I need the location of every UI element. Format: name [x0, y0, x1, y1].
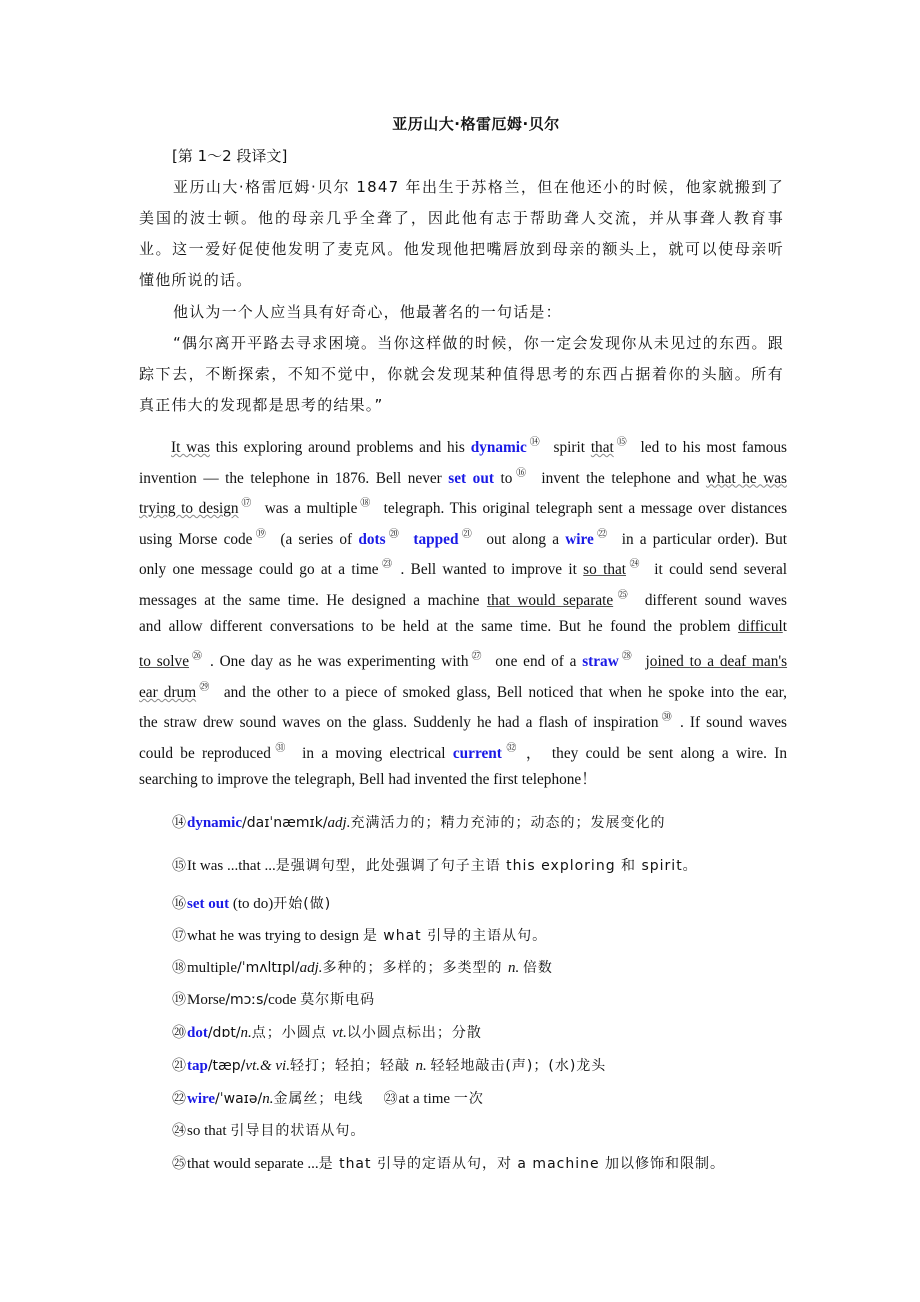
footnote-marker: ㉗ [469, 651, 484, 663]
text-run: to [493, 469, 513, 487]
highlighted-word: wire [565, 530, 594, 548]
text-run: using Morse code [139, 530, 253, 548]
footnote-marker: ⑳ [386, 528, 402, 540]
footnote-marker: ㉔ [627, 559, 642, 571]
highlighted-word: tapped [413, 530, 459, 548]
paragraph-line [139, 765, 787, 796]
note-16: ⑯set out (to do)开始(做) [172, 896, 332, 912]
note-24: ㉔so that 引导目的状语从句。 [172, 1123, 366, 1139]
text-run: invent the telephone and [534, 469, 706, 487]
text-run: it could send several [647, 561, 788, 579]
text-run: this exploring around problems and his [209, 439, 471, 456]
underlined-phrase: that [590, 439, 614, 456]
note-14: ⑭dynamic/daɪˈnæmɪk/adj.充满活力的；精力充沛的；动态的；发展变化的 [172, 815, 666, 831]
highlighted-word: dynamic [470, 439, 527, 456]
underlined-phrase: trying to design [139, 500, 239, 518]
footnote-marker: ㉚ [659, 712, 674, 724]
underlined-phrase: to solve [139, 653, 189, 671]
translation-paragraph-1: 亚历山大·格雷厄姆·贝尔 1847 年出生于苏格兰，但在他还小的时候，他家就搬到了美国的波士顿。他的母亲几乎全聋了，因此他有志于帮助聋人交流，并从事聋人教育事业。这一爱好促使他发明了麦克风。他发现他把嘴唇放到母亲的额头上，就可以使母亲听懂他所说的话。 [139, 178, 784, 289]
section-heading: [第 1～2 段译文] [172, 147, 288, 165]
paragraph-line [139, 734, 787, 765]
highlighted-word: current [452, 744, 502, 762]
paragraph-line [139, 428, 787, 459]
text-run: only one message could go at a time [139, 561, 379, 579]
text-run: (a series of [274, 530, 359, 548]
text-run: . Bell wanted to improve it [400, 561, 584, 579]
text-run: searching to improve the telegraph, Bell had invented the first telephone！ [139, 770, 597, 788]
footnote-marker: ㉛ [271, 742, 289, 754]
text-run: and the other to a piece of smoked glass, Bell noticed that when he spoke into the ear, [217, 683, 787, 701]
underlined-phrase: It was [171, 439, 210, 456]
footnote-marker: ⑭ [527, 437, 542, 448]
underlined-phrase: ear drum [139, 683, 197, 701]
text-run: the straw drew sound waves on the glass. Suddenly he had a flash of inspiration [139, 714, 659, 732]
paragraph-line [139, 489, 787, 520]
text-run: messages at the same time. He designed a machine [139, 591, 487, 609]
note-17: ⑰what he was trying to design 是 what 引导的主语从句。 [172, 928, 548, 944]
paragraph-line [139, 642, 787, 673]
note-19: ⑲Morse/mɔːs/code 莫尔斯电码 [172, 992, 376, 1008]
paragraph-line [139, 520, 787, 551]
underlined-phrase: so that [583, 561, 627, 579]
highlighted-word: straw [582, 653, 619, 671]
underlined-phrase: that would separate [486, 591, 614, 609]
footnote-marker: ㉒ [594, 528, 610, 540]
text-run: in a particular order). But [615, 530, 787, 548]
text-run: was a multiple [259, 500, 358, 518]
note-20: ⑳dot/dɒt/n.点；小圆点 vt.以小圆点标出；分散 [172, 1025, 482, 1041]
paragraph-line [139, 550, 787, 581]
text-run: invention — the telephone in 1876. Bell never [139, 469, 449, 487]
footnote-marker: ㉑ [459, 528, 475, 540]
translation-paragraph-2: 他认为一个人应当具有好奇心，他最著名的一句话是： [173, 303, 562, 321]
paragraph-line [139, 581, 787, 612]
paragraph-line [139, 703, 787, 734]
text-run: ， they could be sent along a wire. In [525, 744, 788, 762]
text-run: . If sound waves [680, 714, 787, 732]
footnote-marker: ㉙ [197, 681, 212, 693]
text-run: . One day as he was experimenting with [209, 653, 469, 671]
paragraph-line [139, 673, 787, 704]
highlighted-word: dots [358, 530, 386, 548]
underlined-phrase: what he was [705, 469, 787, 487]
text-run: t [782, 617, 787, 635]
text-run: could be reproduced [139, 744, 271, 762]
translation-paragraph-quote: “偶尔离开平路去寻求困境。当你这样做的时候，你一定会发现你从未见过的东西。跟踪下去，不断探索，不知不觉中，你就会发现某种值得思考的东西占据着你的头脑。所有真正伟大的发现都是思考的结果。” [139, 334, 784, 414]
text-run: different sound waves [637, 591, 787, 609]
underlined-phrase: difficul [738, 617, 783, 635]
text-run: spirit [547, 439, 591, 456]
note-21: ㉑tap/tæp/vt.& vi.轻打；轻拍；轻敲 n. 轻轻地敲击(声)；(水)龙头 [172, 1058, 607, 1074]
footnote-marker: ㉓ [379, 559, 395, 571]
text-run: telegraph. This original telegraph sent a message over distances [378, 500, 788, 518]
footnote-marker: ㉖ [190, 651, 204, 663]
note-22-23: ㉒wire/ˈwaɪə/n.金属丝；电线 ㉓at a time 一次 [172, 1091, 484, 1107]
footnote-marker: ⑰ [239, 498, 254, 510]
text-run: in a moving electrical [294, 744, 453, 762]
footnote-marker: ㉕ [614, 589, 632, 601]
note-18: ⑱multiple/ˈmʌltɪpl/adj.多种的；多样的；多类型的 n. 倍数 [172, 960, 553, 976]
note-25: ㉕that would separate ...是 that 引导的定语从句，对 a machine 加以修饰和限制。 [172, 1156, 726, 1172]
note-15: ⑮It was ...that ...是强调句型，此处强调了句子主语 this exploring 和 spirit。 [172, 858, 698, 874]
paragraph-line [139, 459, 787, 490]
page-title: 亚历山大·格雷厄姆·贝尔 [392, 115, 560, 133]
text-run: led to his most famous [634, 439, 787, 456]
footnote-marker: ㉘ [619, 651, 634, 663]
footnote-marker: ⑯ [513, 467, 529, 479]
text-run: and allow different conversations to be held at the same time. But he found the problem [139, 617, 738, 635]
text-run: one end of a [489, 653, 583, 671]
footnote-marker: ㉜ [502, 742, 520, 754]
footnote-marker: ⑮ [614, 437, 629, 448]
text-run: out along a [480, 530, 566, 548]
footnote-marker: ⑲ [253, 528, 269, 540]
english-paragraph [139, 428, 787, 795]
footnote-marker: ⑱ [358, 498, 373, 510]
highlighted-word: set out [448, 469, 494, 487]
underlined-phrase: joined to a deaf man's [645, 653, 788, 671]
note-word: dynamic [187, 815, 243, 831]
paragraph-line [139, 612, 787, 643]
